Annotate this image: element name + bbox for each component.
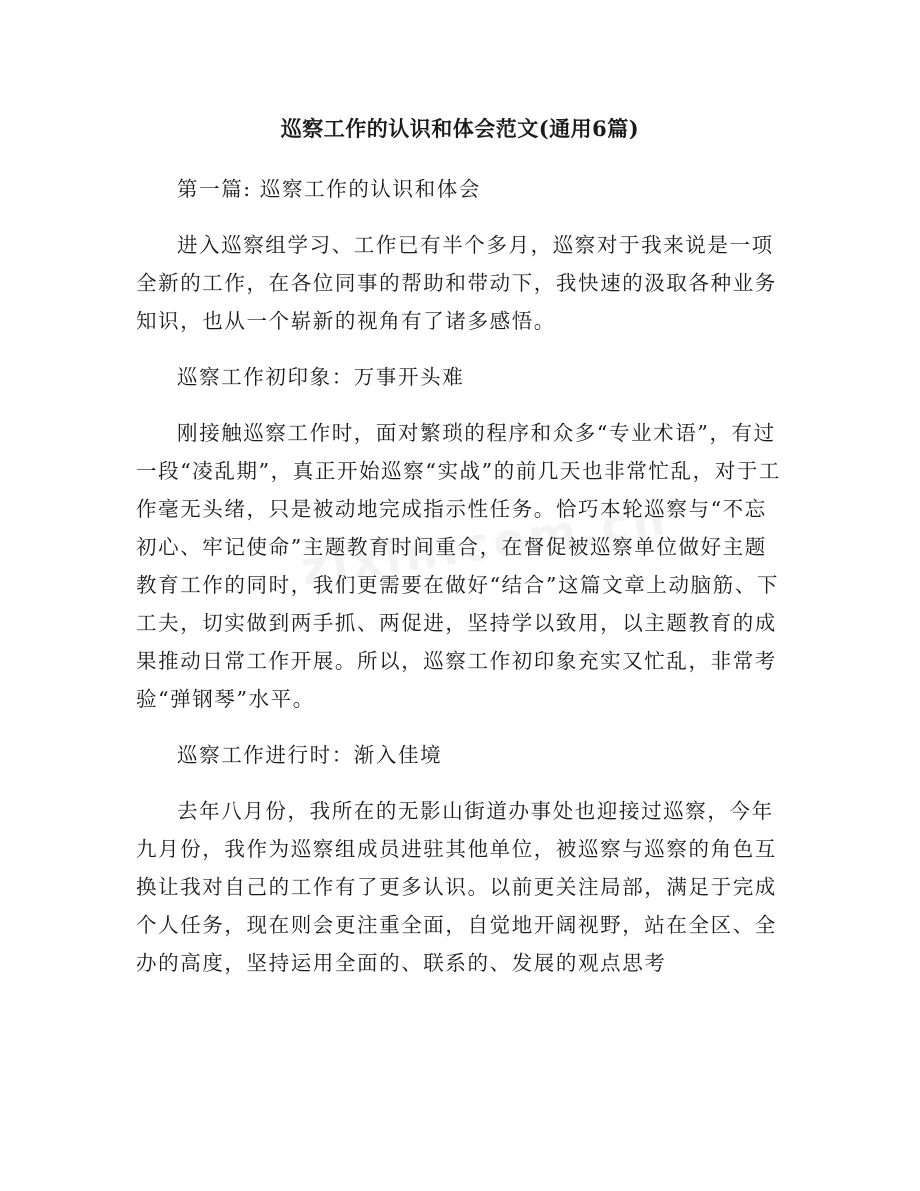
subheading: 巡察工作进行时：渐入佳境 <box>177 743 443 767</box>
subheading: 巡察工作初印象：万事开头难 <box>177 365 465 389</box>
body-paragraph: 去年八月份，我所在的无影山街道办事处也迎接过巡察，今年九月份，我作为巡察组成员进驻其他单位，被巡察与巡察的角色互换让我对自己的工作有了更多认识。以前更关注局部，满足于完成个人任务，现在则会更注重全面，自觉地开阔视野，站在全区、全办的高度，坚持运用全面的、联系的、发展的观点思考 <box>136 799 777 975</box>
document-body <box>136 170 786 982</box>
document-title: 巡察工作的认识和体会范文(通用6篇) <box>280 116 640 141</box>
body-paragraph: 刚接触巡察工作时，面对繁琐的程序和众多“专业术语”，有过一段“凌乱期”，真正开始巡察“实战”的前几天也非常忙乱，对于工作毫无头绪，只是被动地完成指示性任务。恰巧本轮巡察与“不忘初心、牢记使命”主题教育时间重合，在督促被巡察单位做好主题教育工作的同时，我们更需要在做好“结合”这篇文章上动脑筋、下工夫，切实做到两手抓、两促进，坚持学以致用，以主题教育的成果推动日常工作开展。所以，巡察工作初印象充实又忙乱，非常考验“弹钢琴”水平。 <box>136 421 782 711</box>
section-heading: 第一篇: 巡察工作的认识和体会 <box>177 177 481 201</box>
body-paragraph: 进入巡察组学习、工作已有半个多月，巡察对于我来说是一项全新的工作，在各位同事的帮助和带动下，我快速的汲取各种业务知识，也从一个崭新的视角有了诸多感悟。 <box>136 233 777 333</box>
